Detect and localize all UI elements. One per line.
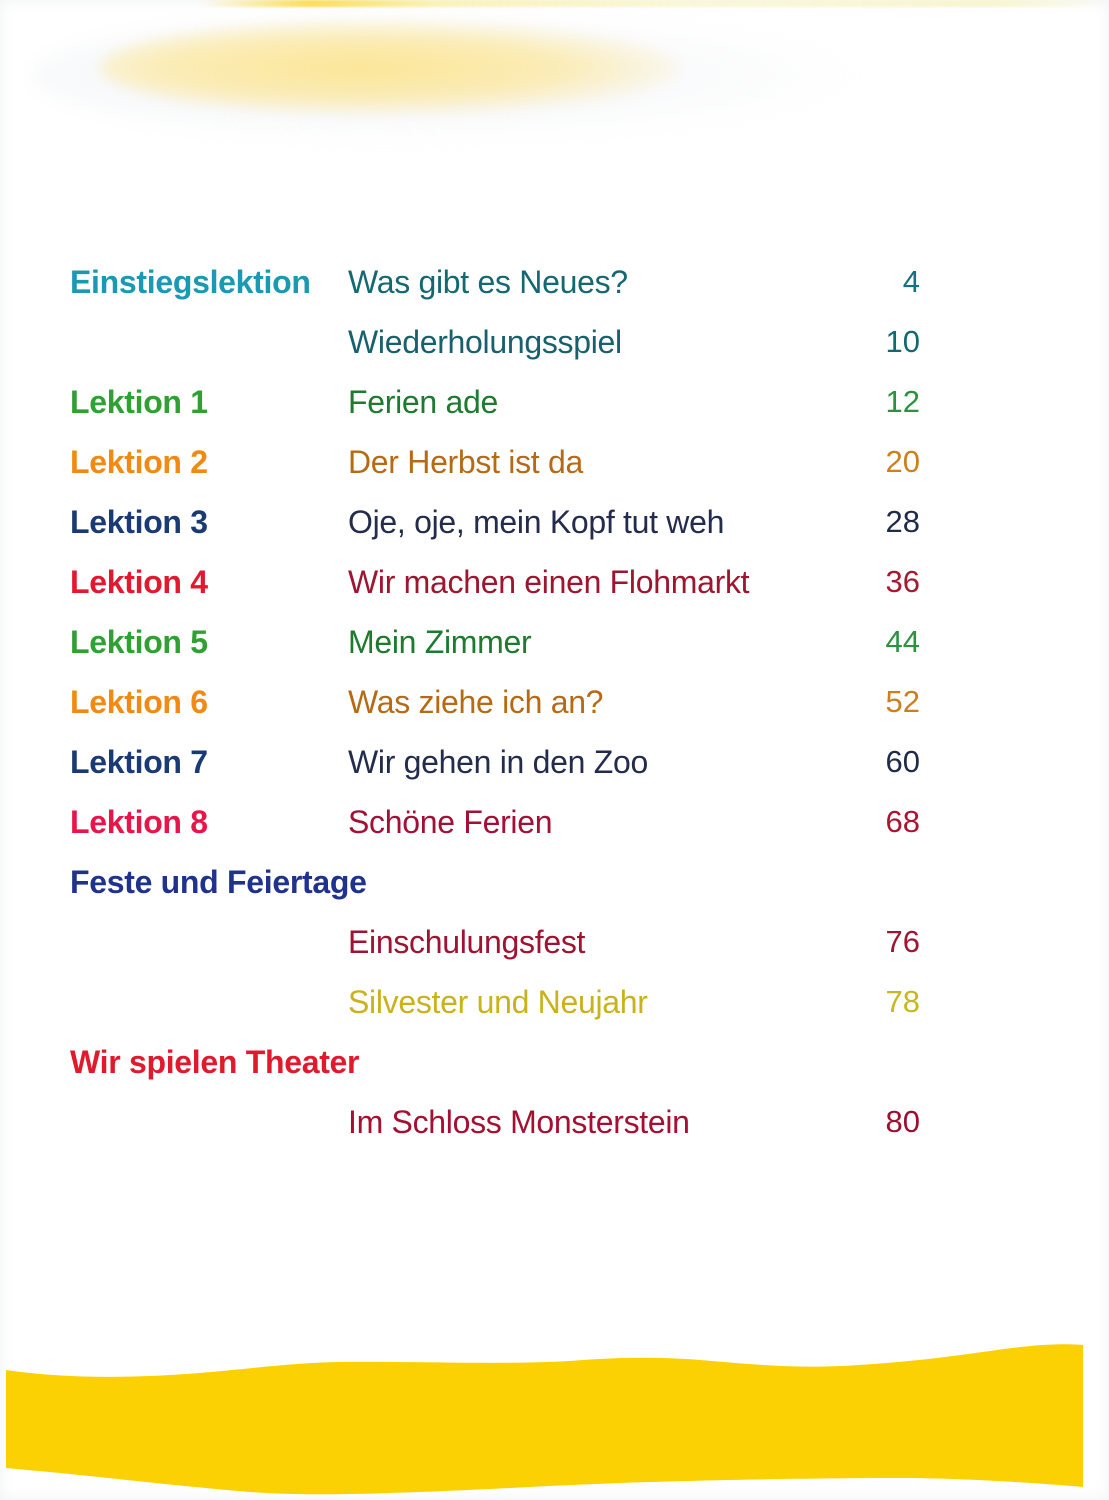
page-number: 12 — [885, 384, 920, 419]
chapter-title: Mein Zimmer — [348, 623, 532, 660]
toc-row — [70, 432, 920, 492]
chapter-title: Silvester und Neujahr — [348, 983, 648, 1020]
page-number: 80 — [885, 1104, 920, 1139]
chapter-title: Oje, oje, mein Kopf tut weh — [348, 503, 725, 540]
toc-row — [70, 732, 920, 792]
toc-list — [70, 252, 920, 1152]
page-number: 36 — [885, 564, 920, 599]
page-number: 28 — [885, 504, 920, 539]
yellow-blob-decoration — [100, 20, 680, 115]
chapter-title: Der Herbst ist da — [348, 443, 583, 480]
page-number: 4 — [902, 264, 920, 299]
lesson-label: Lektion 1 — [70, 383, 208, 420]
toc-row — [70, 972, 920, 1032]
toc-section-heading — [70, 1032, 920, 1092]
toc-row — [70, 612, 920, 672]
lesson-label: Lektion 7 — [70, 743, 208, 780]
top-edge-highlight-decoration — [200, 0, 1109, 7]
lesson-label: Lektion 3 — [70, 503, 208, 540]
bottom-wave-decoration — [0, 1337, 1109, 1500]
toc-section-heading — [70, 852, 920, 912]
toc-row — [70, 252, 920, 312]
toc-row — [70, 672, 920, 732]
chapter-title: Wir machen einen Flohmarkt — [348, 563, 750, 600]
toc-row — [70, 492, 920, 552]
toc-row — [70, 372, 920, 432]
chapter-title: Im Schloss Monsterstein — [348, 1103, 690, 1140]
page-number: 44 — [885, 624, 920, 659]
section-title: Wir spielen Theater — [70, 1043, 360, 1080]
page-number: 78 — [885, 984, 920, 1019]
chapter-title: Schöne Ferien — [348, 803, 553, 840]
chapter-title: Einschulungsfest — [348, 923, 586, 960]
chapter-title: Was gibt es Neues? — [348, 263, 628, 300]
page-number: 10 — [885, 324, 920, 359]
toc-row — [70, 1092, 920, 1152]
lesson-label: Lektion 2 — [70, 443, 208, 480]
lesson-label: Lektion 4 — [70, 563, 208, 600]
section-title: Feste und Feiertage — [70, 863, 367, 900]
lesson-label: Einstiegslektion — [70, 263, 311, 300]
toc-row — [70, 912, 920, 972]
toc-row — [70, 312, 920, 372]
lesson-label: Lektion 8 — [70, 803, 208, 840]
page-number: 76 — [885, 924, 920, 959]
page-number: 68 — [885, 804, 920, 839]
chapter-title: Was ziehe ich an? — [348, 683, 604, 720]
toc-row — [70, 552, 920, 612]
page-number: 20 — [885, 444, 920, 479]
lesson-label: Lektion 6 — [70, 683, 208, 720]
chapter-title: Wiederholungsspiel — [348, 323, 622, 360]
lesson-label: Lektion 5 — [70, 623, 208, 660]
wave-shape — [6, 1344, 1083, 1494]
chapter-title: Wir gehen in den Zoo — [348, 743, 648, 780]
toc-row — [70, 792, 920, 852]
chapter-title: Ferien ade — [348, 383, 498, 420]
page-number: 60 — [885, 744, 920, 779]
page-number: 52 — [885, 684, 920, 719]
